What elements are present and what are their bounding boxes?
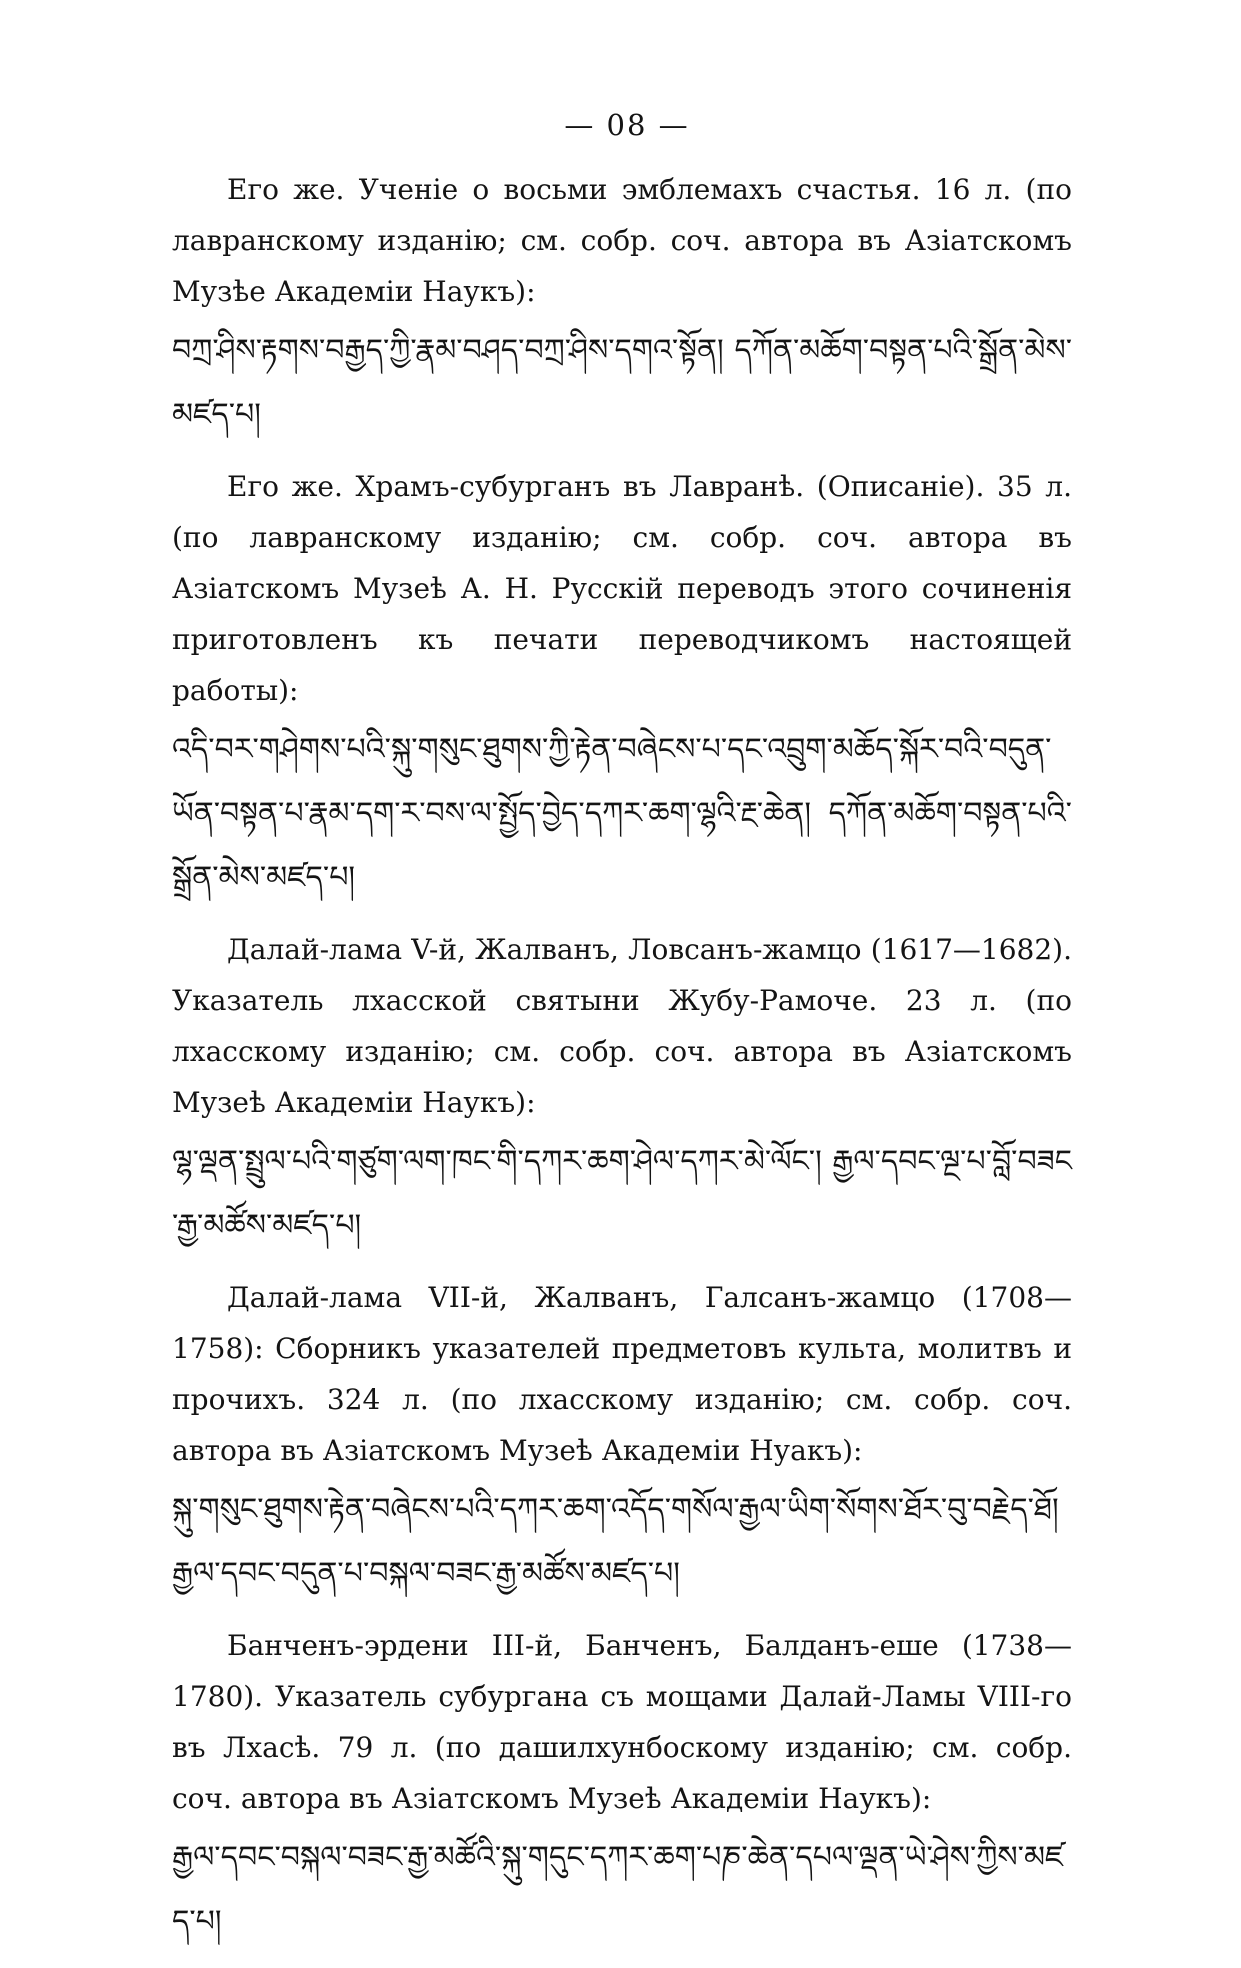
bibliography-entry [172,164,1072,447]
entry-description: Банченъ-эрдени III-й, Банченъ, Балданъ-еше (1738—1780). Указатель субургана съ мощами Далай-Ламы VIII-го въ Лхасѣ. 79 л. (по дашилхунбоскому изданію; см. собр. соч. автора въ Азіатскомъ Музеѣ Академіи Наукъ): [172,1629,1072,1815]
bibliography-entry [172,924,1072,1258]
entry-tibetan-title: རྒྱལ་དབང་བསྐལ་བཟང་རྒྱ་མཚོའི་སྐུ་གདུང་དཀར་ཆག་པཎ་ཆེན་དཔལ་ལྡན་ཡེ་ཤེས་ཀྱིས་མཛད་པ། [172,1840,1064,1939]
entry-tibetan-title: ལྷ་ལྡན་སྤྲུལ་པའི་གཙུག་ལག་ཁང་གི་དཀར་ཆག་ཤེལ་དཀར་མེ་ལོང་། རྒྱལ་དབང་ལྔ་པ་བློ་བཟང་རྒྱ་མཚོས་མཛད་པ། [172,1144,1072,1243]
bibliography-entry [172,1272,1072,1606]
entry-description: Его же. Храмъ-субурганъ въ Лавранѣ. (Описаніе). 35 л. (по лавранскому изданію; см. собр. соч. автора въ Азіатскомъ Музеѣ А. Н. Русскій переводъ этого сочиненія приготовленъ къ печати переводчикомъ настоящей работы): [172,470,1072,707]
page-number: — 08 — [564,108,690,142]
entry-tibetan-title: སྐུ་གསུང་ཐུགས་རྟེན་བཞེངས་པའི་དཀར་ཆག་འདོད་གསོལ་རྒྱལ་ཡིག་སོགས་ཐོར་བུ་བརྗེད་ཐོ། རྒྱལ་དབང་བདུན་པ་བསྐལ་བཟང་རྒྱ་མཚོས་མཛད་པ། [172,1492,1059,1591]
page-body [172,108,1072,1968]
bibliography-entry [172,461,1072,910]
entry-description: Далай-лама VII-й, Жалванъ, Галсанъ-жамцо (1708—1758): Сборникъ указателей предметовъ культа, молитвъ и прочихъ. 324 л. (по лхасскому изданію; см. собр. соч. автора въ Азіатскомъ Музеѣ Академіи Нуакъ): [172,1281,1072,1467]
entry-description: Далай-лама V-й, Жалванъ, Ловсанъ-жамцо (1617—1682). Указатель лхасской святыни Жубу-Рамоче. 23 л. (по лхасскому изданію; см. собр. соч. автора въ Азіатскомъ Музеѣ Академіи Наукъ): [172,933,1072,1119]
entry-description: Его же. Ученіе о восьми эмблемахъ счастья. 16 л. (по лавранскому изданію; см. собр. соч. автора въ Азіатскомъ Музѣе Академіи Наукъ): [172,173,1072,308]
bibliography-entry [172,1620,1072,1954]
entry-tibetan-title: བཀྲ་ཤིས་རྟགས་བརྒྱད་ཀྱི་རྣམ་བཤད་བཀྲ་ཤིས་དགའ་སྟོན། དཀོན་མཆོག་བསྟན་པའི་སྒྲོན་མེས་མཛད་པ། [172,333,1072,432]
entry-tibetan-title: འདི་བར་གཤེགས་པའི་སྐུ་གསུང་ཐུགས་ཀྱི་རྟེན་བཞེངས་པ་དང་འབྲུག་མཆོད་སྐོར་བའི་བདུན་ཡོན་བསྟན་པ་རྣམ་དག་ར་བས་ལ་སྤྱོད་བྱེད་དཀར་ཆག་ལྷའི་རྔ་ཆེན། དཀོན་མཆོག་བསྟན་པའི་སྒྲོན་མེས་མཛད་པ། [172,732,1072,895]
